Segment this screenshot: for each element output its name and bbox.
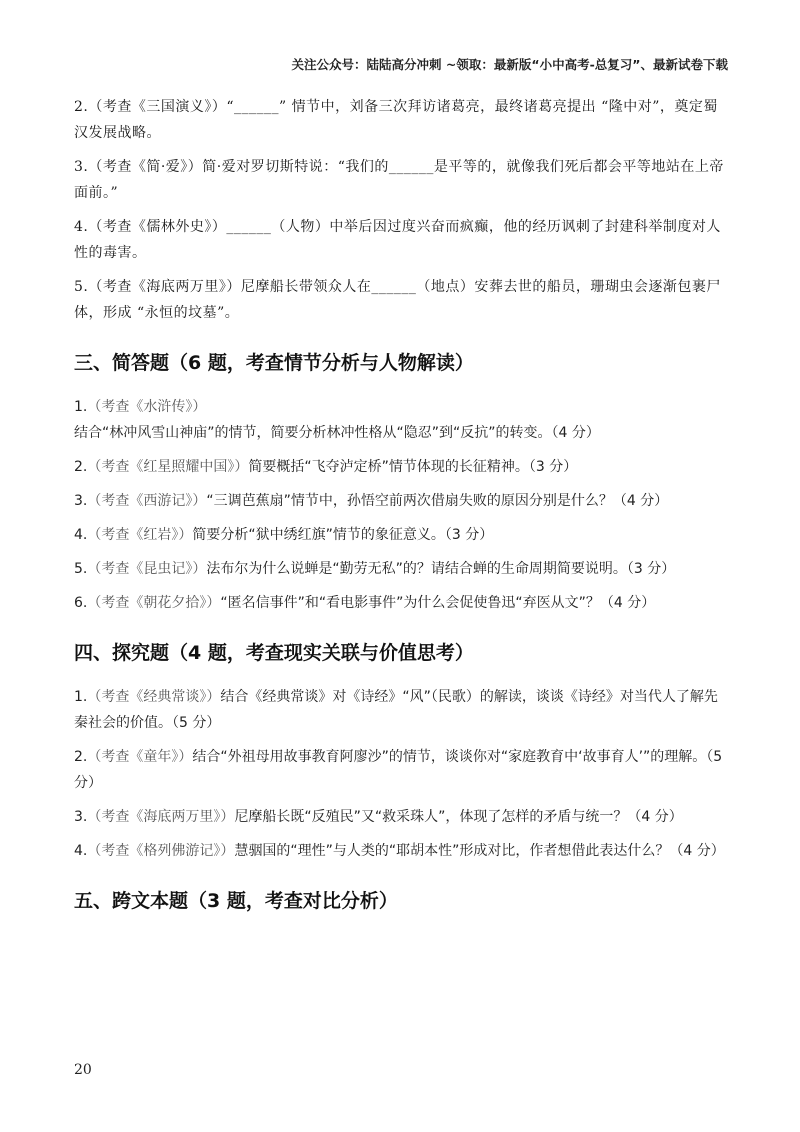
question-item: 1.（考查《水浒传》）结合“林冲风雪山神庙”的情节，简要分析林冲性格从“隐忍”到“反抗”的转变。（4 分） [74, 399, 600, 441]
page-content [74, 94, 728, 932]
question-item: 1.（考查《经典常谈》）结合《经典常谈》对《诗经》“风”（民歌）的解读，谈谈《诗经》对当代人了解先秦社会的价值。（5 分） [74, 689, 718, 731]
question-item: 4.（考查《红岩》）简要分析“狱中绣红旗”情节的象征意义。（3 分） [74, 527, 494, 543]
question-item: 2.（考查《红星照耀中国》）简要概括“飞夺泸定桥”情节体现的长征精神。（3 分） [74, 459, 578, 475]
inquiry-list [74, 684, 728, 864]
fill-in-item: 4.（考查《儒林外史》）______（人物）中举后因过度兴奋而疯癫，他的经历讽刺了封建科举制度对人性的毒害。 [74, 219, 721, 261]
page-number: 20 [74, 1062, 92, 1078]
fill-in-item: 3.（考查《简·爱》）简·爱对罗切斯特说：“我们的______是平等的，就像我们死后都会平等地站在上帝面前。” [74, 159, 724, 201]
short-answer-list [74, 394, 728, 616]
section-title-cross-text: 五、跨文本题（3 题，考查对比分析） [74, 890, 398, 912]
question-item: 3.（考查《海底两万里》）尼摩船长既“反殖民”又“救采珠人”，体现了怎样的矛盾与统一？（4 分） [74, 809, 683, 825]
question-item: 3.（考查《西游记》）“三调芭蕉扇”情节中，孙悟空前两次借扇失败的原因分别是什么？（4 分） [74, 493, 669, 509]
page-header: 关注公众号：陆陆高分冲刺 ~领取：最新版“小中高考-总复习”、最新试卷下载 [291, 57, 728, 72]
question-item: 6.（考查《朝花夕拾》）“匿名信事件”和“看电影事件”为什么会促使鲁迅“弃医从文”？（4 分） [74, 595, 656, 611]
question-item: 2.（考查《童年》）结合“外祖母用故事教育阿廖沙”的情节，谈谈你对“家庭教育中‘故事育人’”的理解。（5 分） [74, 749, 723, 791]
question-item: 5.（考查《昆虫记》）法布尔为什么说蝉是“勤劳无私”的？请结合蝉的生命周期简要说明。（3 分） [74, 561, 676, 577]
section-title-inquiry: 四、探究题（4 题，考查现实关联与价值思考） [74, 642, 474, 664]
fill-in-item: 5.（考查《海底两万里》）尼摩船长带领众人在______（地点）安葬去世的船员，珊瑚虫会逐渐包裹尸体，形成 “永恒的坟墓”。 [74, 279, 721, 321]
fill-in-list [74, 94, 728, 326]
section-title-short-answer: 三、简答题（6 题，考查情节分析与人物解读） [74, 352, 474, 374]
fill-in-item: 2.（考查《三国演义》）“______” 情节中，刘备三次拜访诸葛亮，最终诸葛亮提出 “隆中对”，奠定蜀汉发展战略。 [74, 99, 718, 141]
question-item: 4.（考查《格列佛游记》）慧骃国的“理性”与人类的“耶胡本性”形成对比，作者想借此表达什么？（4 分） [74, 843, 725, 859]
